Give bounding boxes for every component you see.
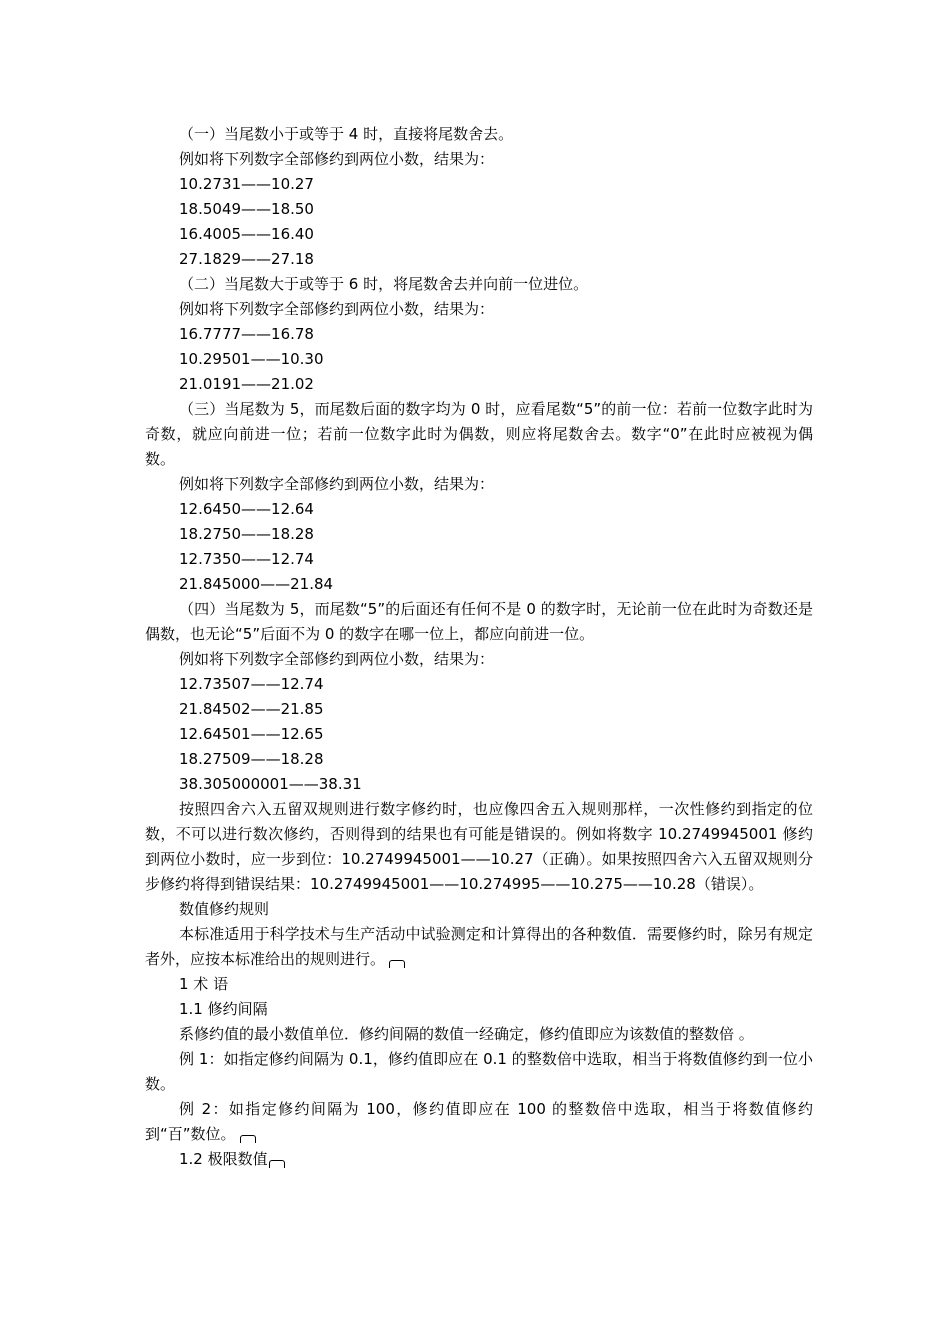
document-page <box>145 122 813 1172</box>
example-line: 16.4005——16.40 <box>179 225 314 243</box>
example-line: 21.0191——21.02 <box>179 375 314 393</box>
example-1: 例 1：如指定修约间隔为 0.1，修约值即应在 0.1 的整数倍中选取，相当于将数值修约到一位小数。 <box>145 1050 813 1093</box>
section-2-heading: （二）当尾数大于或等于 6 时，将尾数舍去并向前一位进位。 <box>179 275 589 293</box>
section-1-example-intro: 例如将下列数字全部修约到两位小数，结果为： <box>179 150 495 168</box>
paragraph-mark-icon <box>389 960 405 968</box>
example-line: 18.5049——18.50 <box>179 200 314 218</box>
example-line: 10.29501——10.30 <box>179 350 324 368</box>
section-3-example-intro: 例如将下列数字全部修约到两位小数，结果为： <box>179 475 495 493</box>
example-line: 21.84502——21.85 <box>179 700 324 718</box>
rules-title: 数值修约规则 <box>179 900 270 918</box>
section-1-heading: （一）当尾数小于或等于 4 时，直接将尾数舍去。 <box>179 125 514 143</box>
section-4-heading: （四）当尾数为 5，而尾数“5”的后面还有任何不是 0 的数字时，无论前一位在此时为奇数还是偶数，也无论“5”后面不为 0 的数字在哪一位上，都应向前进一位。 <box>145 600 813 643</box>
paragraph-mark-icon <box>240 1135 256 1143</box>
example-line: 12.73507——12.74 <box>179 675 324 693</box>
terms-heading: 1 术 语 <box>179 975 229 993</box>
section-2-example-intro: 例如将下列数字全部修约到两位小数，结果为： <box>179 300 495 318</box>
stepwise-rounding-note: 按照四舍六入五留双规则进行数字修约时，也应像四舍五入规则那样，一次性修约到指定的位数，不可以进行数次修约，否则得到的结果也有可能是错误的。例如将数字 10.2749945001 修约到两位小数时，应一步到位：10.2749945001——10.27（正确）。如果按照四舍六入五留双规则分步修约将得到错误结果：10.2749945001——10.274995——10.275——10.28（错误）。 <box>145 800 813 893</box>
term-1-1-definition: 系修约值的最小数值单位．修约间隔的数值一经确定，修约值即应为该数值的整数倍 。 <box>179 1025 754 1043</box>
rules-intro <box>145 922 813 972</box>
term-1-2-title: 1.2 极限数值 <box>179 1150 268 1168</box>
example-line: 18.2750——18.28 <box>179 525 314 543</box>
example-line: 18.27509——18.28 <box>179 750 324 768</box>
rules-intro-text: 本标准适用于科学技术与生产活动中试验测定和计算得出的各种数值．需要修约时，除另有规定者外，应按本标准给出的规则进行。 <box>145 925 813 968</box>
example-2 <box>145 1097 813 1147</box>
example-line: 21.845000——21.84 <box>179 575 334 593</box>
example-line: 12.7350——12.74 <box>179 550 314 568</box>
section-4-example-intro: 例如将下列数字全部修约到两位小数，结果为： <box>179 650 495 668</box>
example-2-text: 例 2：如指定修约间隔为 100，修约值即应在 100 的整数倍中选取，相当于将数值修约到“百”数位。 <box>145 1100 813 1143</box>
term-1-1-title: 1.1 修约间隔 <box>179 1000 268 1018</box>
example-line: 12.6450——12.64 <box>179 500 314 518</box>
example-line: 38.305000001——38.31 <box>179 775 362 793</box>
example-line: 12.64501——12.65 <box>179 725 324 743</box>
example-line: 27.1829——27.18 <box>179 250 314 268</box>
paragraph-mark-icon <box>269 1160 285 1168</box>
section-3-heading: （三）当尾数为 5，而尾数后面的数字均为 0 时，应看尾数“5”的前一位：若前一位数字此时为奇数，就应向前进一位；若前一位数字此时为偶数，则应将尾数舍去。数字“0”在此时应被视为偶数。 <box>145 400 813 468</box>
term-1-2-title-line <box>145 1147 813 1172</box>
example-line: 16.7777——16.78 <box>179 325 314 343</box>
example-line: 10.2731——10.27 <box>179 175 314 193</box>
